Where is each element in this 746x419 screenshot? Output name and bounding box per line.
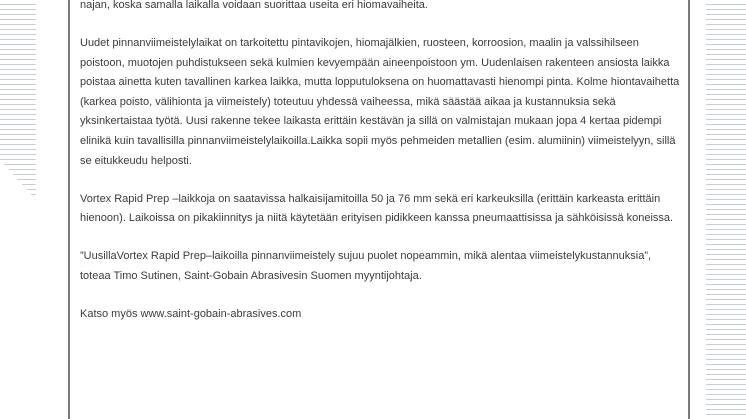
right-decorative-stripes: [706, 0, 746, 419]
paragraph-product-description: Uudet pinnanviimeistelylaikat on tarkoitettu pintavikojen, hiomajälkien, ruosteen, korroosion, maalin ja valssihilseen poistoon, muotojen puhdistukseen sekä kulmien kevyempään aineenpoistoon ym. Uudenlaisen rakenteen ansiosta laikka poistaa ainetta kuten tavallinen karkea laikka, mutta lopputuloksena on huomattavasti hienompi pinta. Kolme hiontavaihetta (karkea poisto, välihionta ja viimeistely) toteutuu yhdessä vaiheessa, mikä säästää aikaa ja kustannuksia sekä yksinkertaistaa työtä. Uusi rakenne tekee laikasta erittäin kestävän ja sillä on valmistajan mukaan jopa 4 kertaa pidempi elinikä kuin tavallisilla pinnanviimeistelylaikoilla.Laikka sopii myös pehmeiden metallien (esim. alumiinin) viimeistelyyn, sillä se eitukkeudu helposti.: [80, 37, 680, 167]
content-border-right: [688, 0, 690, 419]
paragraph-see-also[interactable]: Katso myös www.saint-gobain-abrasives.com: [80, 308, 302, 321]
left-decorative-stripes: [0, 0, 36, 419]
paragraph-quote: ”UusillaVortex Rapid Prep–laikoilla pinnanviimeistely sujuu puolet nopeammin, mikä alentaa viimeistelykustannuksia”, toteaa Timo Sutinen, Saint-Gobain Abrasivesin Suomen myyntijohtaja.: [80, 250, 652, 283]
paragraph-intro-tail: najan, koska samalla laikalla voidaan suorittaa useita eri hiomavaiheita.: [80, 0, 428, 11]
paragraph-availability: Vortex Rapid Prep –laikkoja on saatavissa halkaisijamitoilla 50 ja 76 mm sekä eri karkeuksilla (erittäin karkeasta erittäin hienoon). Laikoissa on pikakiinnitys ja niitä käytetään erityisen pidikkeen kanssa pneumaattisissa ja sähköisissä koneissa.: [80, 192, 674, 225]
content-border-left: [68, 0, 70, 419]
left-stripe-taper: [0, 0, 36, 419]
article-body: [80, 0, 680, 343]
